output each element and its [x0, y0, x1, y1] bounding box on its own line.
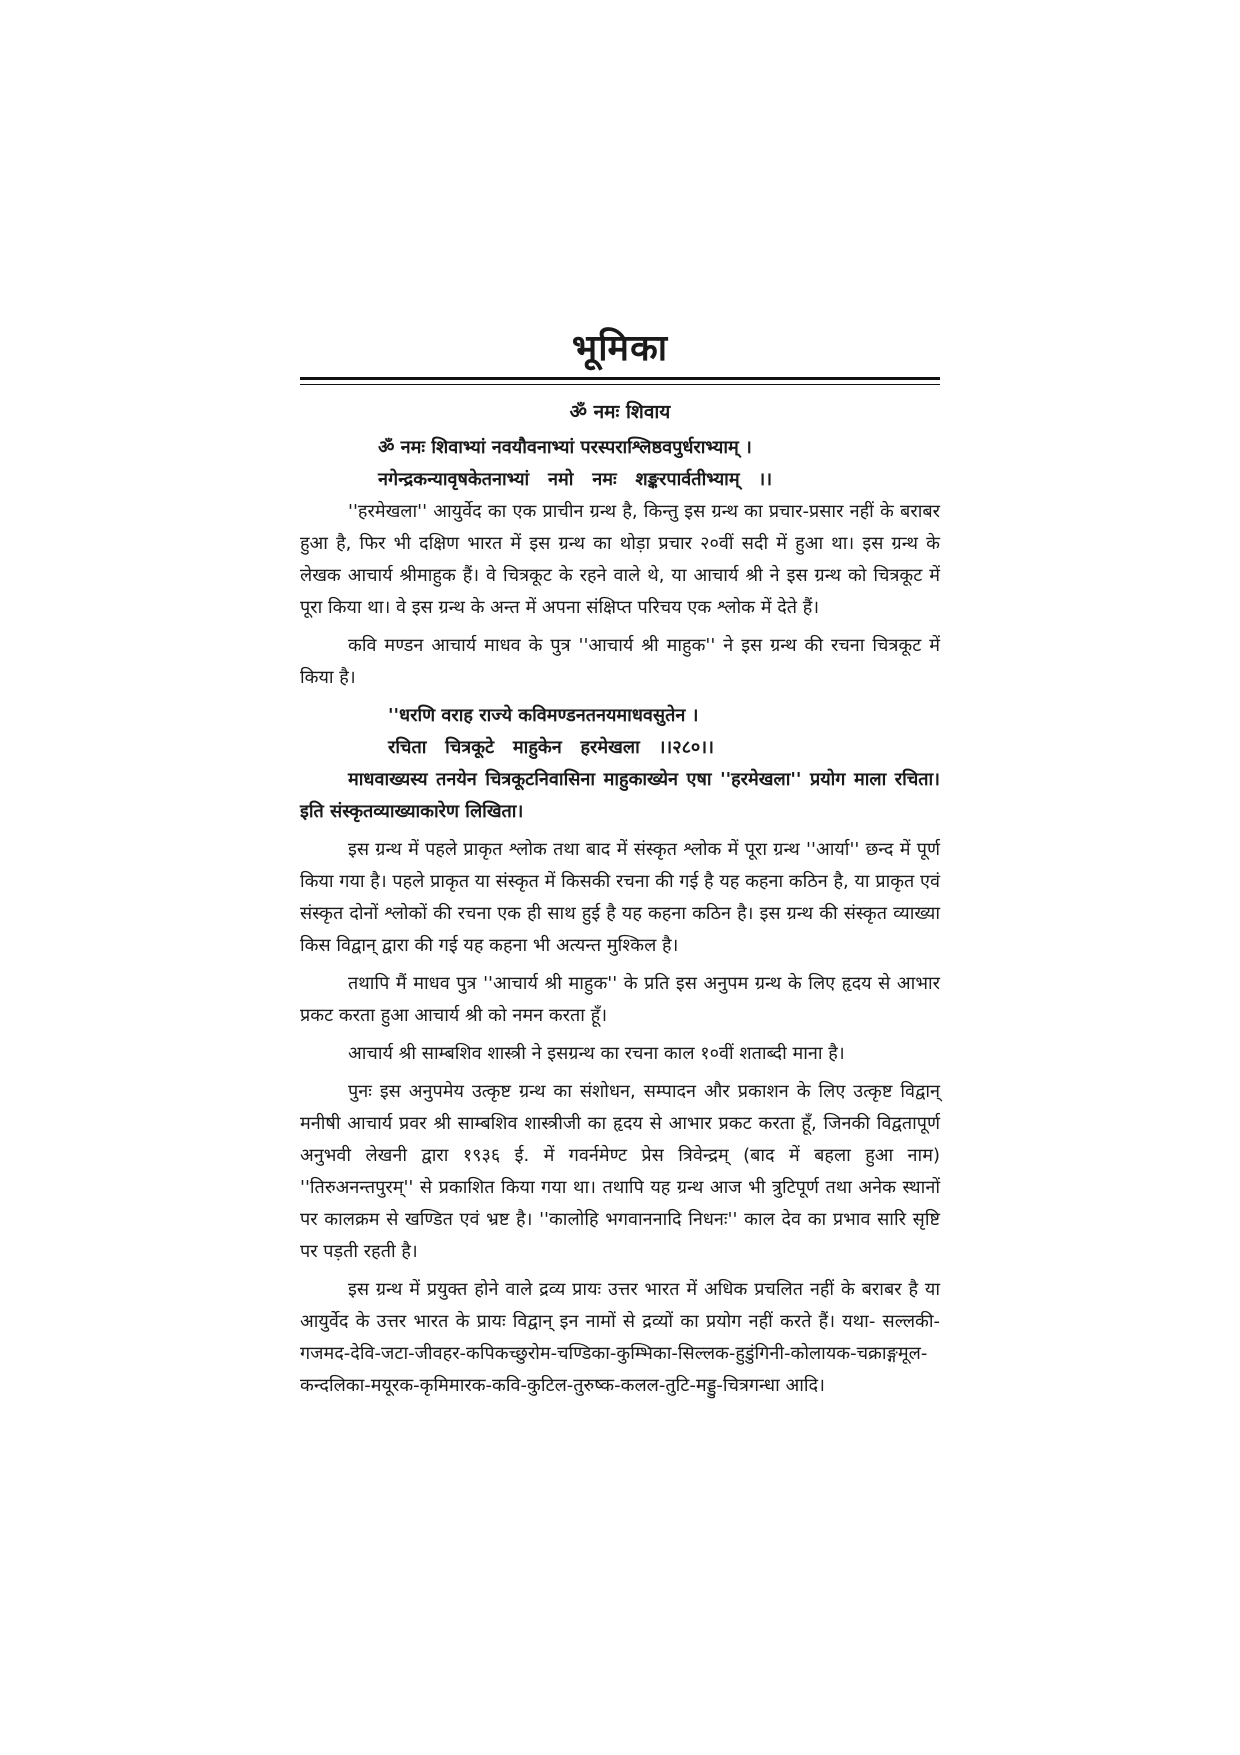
page-title: भूमिका: [571, 328, 669, 369]
paragraph-1: ''हरमेखला'' आयुर्वेद का एक प्राचीन ग्रन्थ है, किन्तु इस ग्रन्थ का प्रचार-प्रसार नहीं के बराबर हुआ है, फिर भी दक्षिण भारत में इस ग्रन्थ का थोड़ा प्रचार २०वीं सदी में हुआ था। इस ग्रन्थ के लेखक आचार्य श्रीमाहुक हैं। वे चित्रकूट के रहने वाले थे, या आचार्य श्री ने इस ग्रन्थ को चित्रकूट में पूरा किया था। वे इस ग्रन्थ के अन्त में अपना संक्षिप्त परिचय एक श्लोक में देते हैं।: [300, 501, 940, 618]
body-text: [300, 432, 940, 1408]
paragraph-2: कवि मण्डन आचार्य माधव के पुत्र ''आचार्य श्री माहुक'' ने इस ग्रन्थ की रचना चित्रकूट में किया है।: [300, 635, 940, 688]
paragraph-8: इस ग्रन्थ में प्रयुक्त होने वाले द्रव्य प्रायः उत्तर भारत में अधिक प्रचलित नहीं के बराबर है या आयुर्वेद के उत्तर भारत के प्रायः विद्वान् इन नामों से द्रव्यों का प्रयोग नहीं करते हैं। यथा- सल्लकी-गजमद-देवि-जटा-जीवहर-कपिकच्छुरोम-चण्डिका-कुम्भिका-सिल्लक-हुडुंगिनी-कोलायक-चक्राङ्गमूल-कन्दलिका-मयूरक-कृमिमारक-कवि-कुटिल-तुरुष्क-कलल-तुटि-मड्डु-चित्रगन्धा आदि।: [300, 1279, 940, 1396]
paragraph-4: इस ग्रन्थ में पहले प्राकृत श्लोक तथा बाद में संस्कृत श्लोक में पूरा ग्रन्थ ''आर्या'' छन्द में पूर्ण किया गया है। पहले प्राकृत या संस्कृत में किसकी रचना की गई है यह कहना कठिन है, या प्राकृत एवं संस्कृत दोनों श्लोकों की रचना एक ही साथ हुई है यह कहना कठिन है। इस ग्रन्थ की संस्कृत व्याख्या किस विद्वान् द्वारा की गई यह कहना भी अत्यन्त मुश्किल है।: [300, 839, 940, 956]
opening-verse-line-1: ॐ नमः शिवाभ्यां नवयौवनाभ्यां परस्पराश्लिष्ठवपुर्धराभ्याम् ।: [378, 437, 752, 458]
title-rule-thin: [300, 384, 940, 385]
paragraph-7: पुनः इस अनुपमेय उत्कृष्ट ग्रन्थ का संशोधन, सम्पादन और प्रकाशन के लिए उत्कृष्ट विद्वान् मनीषी आचार्य प्रवर श्री साम्बशिव शास्त्रीजी का हृदय से आभार प्रकट करता हूँ, जिनकी विद्वतापूर्ण अनुभवी लेखनी द्वारा १९३६ ई. में गवर्नमेण्ट प्रेस त्रिवेन्द्रम् (बाद में बहला हुआ नाम) ''तिरुअनन्तपुरम्'' से प्रकाशित किया गया था। तथापि यह ग्रन्थ आज भी त्रुटिपूर्ण तथा अनेक स्थानों पर कालक्रम से खण्डित एवं भ्रष्ट है। ''कालोहि भगवाननादि निधनः'' काल देव का प्रभाव सारि सृष्टि पर पड़ती रहती है।: [300, 1081, 940, 1262]
closing-verse-line-2: रचिता चित्रकूटे माहुकेन हरमेखला ।।२८०।।: [388, 737, 714, 758]
closing-verse-line-1: ''धरणि वराह राज्ये कविमण्डनतनयमाधवसुतेन ।: [388, 705, 699, 726]
title-rule-thick: [300, 377, 940, 380]
opening-verse-line-2: नगेन्द्रकन्यावृषकेतनाभ्यां नमो नमः शङ्करपार्वतीभ्याम् ।।: [378, 469, 773, 490]
paragraph-5: तथापि मैं माधव पुत्र ''आचार्य श्री माहुक'' के प्रति इस अनुपम ग्रन्थ के लिए हृदय से आभार प्रकट करता हुआ आचार्य श्री को नमन करता हूँ।: [300, 973, 940, 1026]
paragraph-3: माधवाख्यस्य तनयेन चित्रकूटनिवासिना माहुकाख्येन एषा ''हरमेखला'' प्रयोग माला रचिता। इति संस्कृतव्याख्याकारेण लिखिता।: [300, 769, 940, 822]
paragraph-6: आचार्य श्री साम्बशिव शास्त्री ने इसग्रन्थ का रचना काल १०वीं शताब्दी माना है।: [348, 1043, 845, 1064]
invocation: ॐ नमः शिवाय: [569, 401, 671, 423]
